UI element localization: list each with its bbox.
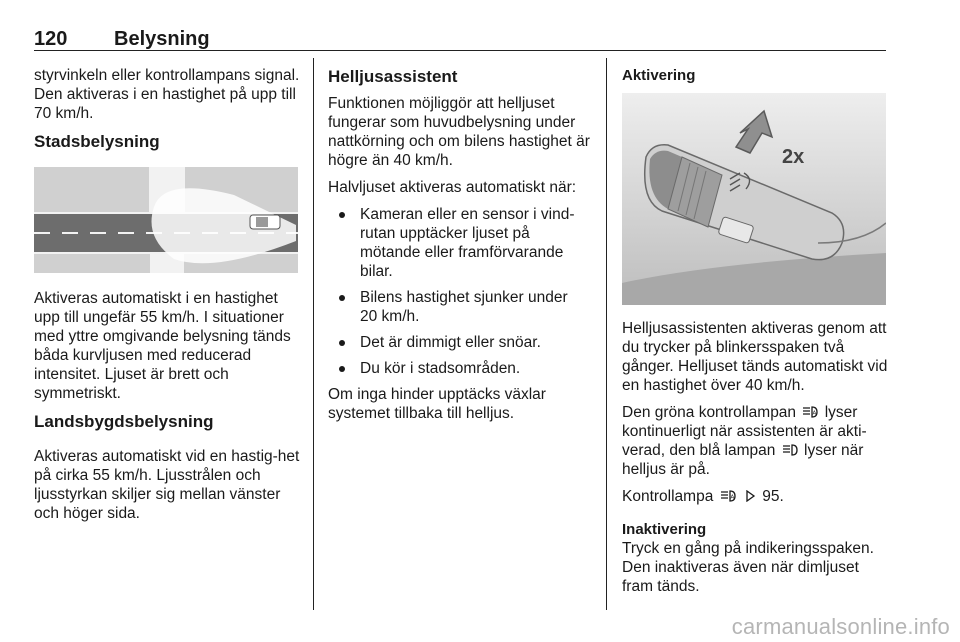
city-lighting-illustration xyxy=(34,167,298,273)
return-to-high-beam-text: Om inga hinder upptäcks växlar systemet tillbaka till helljus. xyxy=(328,386,546,422)
deactivation-heading: Inaktivering xyxy=(622,521,707,538)
list-item: Kameran eller en sensor i vind-rutan upptäcker ljuset på mötande eller framförvarande bilar. xyxy=(328,205,590,281)
column-middle xyxy=(328,66,590,431)
condition-list xyxy=(328,205,590,378)
bullet-icon xyxy=(339,366,345,372)
double-press-label: 2x xyxy=(782,146,805,168)
header-divider xyxy=(34,50,886,51)
deactivation-text: Tryck en gång på indikeringsspaken. Den inaktiveras även när dimljuset fram tänds. xyxy=(622,540,874,595)
country-lighting-heading: Landsbygdsbelysning xyxy=(34,412,214,431)
high-beam-intro: Funktionen möjliggör att helljuset fungerar som huvudbelysning under nattkörning och om bilens hastighet är högre än 40 km/h. xyxy=(328,95,590,169)
low-beam-conditions-intro: Halvljuset aktiveras automatiskt när: xyxy=(328,179,577,196)
stalk-illustration xyxy=(622,93,886,305)
indicator-lamp-text: Den gröna kontrollampan A lyser kontinuerligt när assistenten är akti-verad, den blå lampan lyser när helljus är på. xyxy=(622,404,867,478)
activation-text: Helljusassistenten aktiveras genom att du trycker på blinkersspaken två gånger. Helljuset tänds automatiskt vid en hastighet över 40 km/h. xyxy=(622,320,888,394)
bullet-icon xyxy=(339,212,345,218)
high-beam-assist-icon xyxy=(720,490,736,502)
city-lighting-text: Aktiveras automatiskt i en hastighet upp till ungefär 55 km/h. I situationer med yttre omgivande belysning tänds båda kurvljusen med reducerad intensitet. Ljuset är brett och symmetriskt. xyxy=(34,290,291,402)
high-beam-assist-heading: Helljusassistent xyxy=(328,67,458,86)
bullet-icon xyxy=(339,295,345,301)
column-right xyxy=(622,66,888,604)
intro-paragraph: styrvinkeln eller kontrollampans signal. Den aktiveras i en hastighet på upp till 70 km/h. xyxy=(34,67,300,122)
column-divider-1 xyxy=(313,58,314,610)
bullet-icon xyxy=(339,340,345,346)
brand-watermark: carmanualsonline.info xyxy=(731,614,950,639)
activation-heading: Aktivering xyxy=(622,67,696,84)
city-lighting-heading: Stadsbelysning xyxy=(34,132,160,151)
column-left xyxy=(34,66,300,531)
section-title: Belysning xyxy=(114,28,210,50)
page-reference-icon xyxy=(744,490,756,502)
list-item: Det är dimmigt eller snöar. xyxy=(328,333,590,352)
list-item: Du kör i stadsområden. xyxy=(328,359,590,378)
indicator-reference: Kontrollampa A 95. xyxy=(622,488,784,505)
high-beam-icon xyxy=(782,444,798,456)
list-item: Bilens hastighet sjunker under 20 km/h. xyxy=(328,288,590,326)
page-number: 120 xyxy=(34,28,68,50)
column-divider-2 xyxy=(606,58,607,610)
svg-text:A: A xyxy=(730,494,734,501)
page-header xyxy=(34,28,886,50)
high-beam-assist-icon xyxy=(802,406,818,418)
svg-text:A: A xyxy=(812,410,817,417)
country-lighting-text: Aktiveras automatiskt vid en hastig-het på cirka 55 km/h. Ljusstrålen och ljusstyrkan skiljer sig mellan vänster och höger sida. xyxy=(34,448,300,522)
